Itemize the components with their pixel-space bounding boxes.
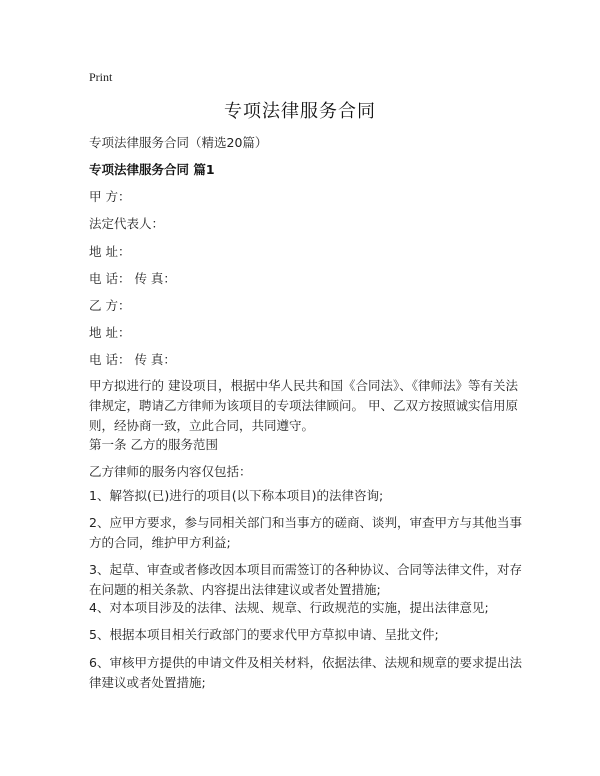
intro-paragraph: 甲方拟进行的 建设项目，根据中华人民共和国《合同法》、《律师法》等有关法律规定，聘请乙方律师为该项目的专项法律顾问。 甲、乙双方按照诚实信用原则，经协商一致，立此合同，共同遵守。 xyxy=(89,378,518,433)
list-item: 2、应甲方要求，参与同相关部门和当事方的磋商、谈判，审查甲方与其他当事方的合同，维护甲方利益; xyxy=(89,515,522,550)
list-item: 5、根据本项目相关行政部门的要求代甲方草拟申请、呈批文件; xyxy=(89,627,439,642)
party-a-line: 甲 方： xyxy=(89,189,131,204)
list-item: 6、审核甲方提供的申请文件及相关材料，依据法律、法规和规章的要求提出法律建议或者处置措施; xyxy=(89,655,522,690)
party-b-line: 乙 方： xyxy=(89,298,131,313)
document-subtitle: 专项法律服务合同（精选20篇） xyxy=(89,135,268,150)
list-item: 1、解答拟(已)进行的项目(以下称本项目)的法律咨询; xyxy=(89,488,384,503)
list-item: 3、起草、审查或者修改因本项目而需签订的各种协议、合同等法律文件，对存在问题的相关条款、内容提出法律建议或者处置措施; xyxy=(89,562,522,597)
article-1-lead: 乙方律师的服务内容仅包括： xyxy=(89,464,252,479)
print-label: Print xyxy=(89,70,113,84)
list-item: 4、对本项目涉及的法律、法规、规章、行政规范的实施，提出法律意见; xyxy=(89,600,489,615)
phone-fax-a-line: 电 话： 传 真： xyxy=(89,271,176,286)
section-heading: 专项法律服务合同 篇1 xyxy=(89,162,215,177)
address-a-line: 地 址： xyxy=(89,244,131,259)
phone-fax-b-line: 电 话： 传 真： xyxy=(89,352,176,367)
document-title: 专项法律服务合同 xyxy=(224,101,376,122)
article-1-title: 第一条 乙方的服务范围 xyxy=(89,437,218,452)
legal-rep-line: 法定代表人： xyxy=(89,216,165,231)
address-b-line: 地 址： xyxy=(89,325,131,340)
